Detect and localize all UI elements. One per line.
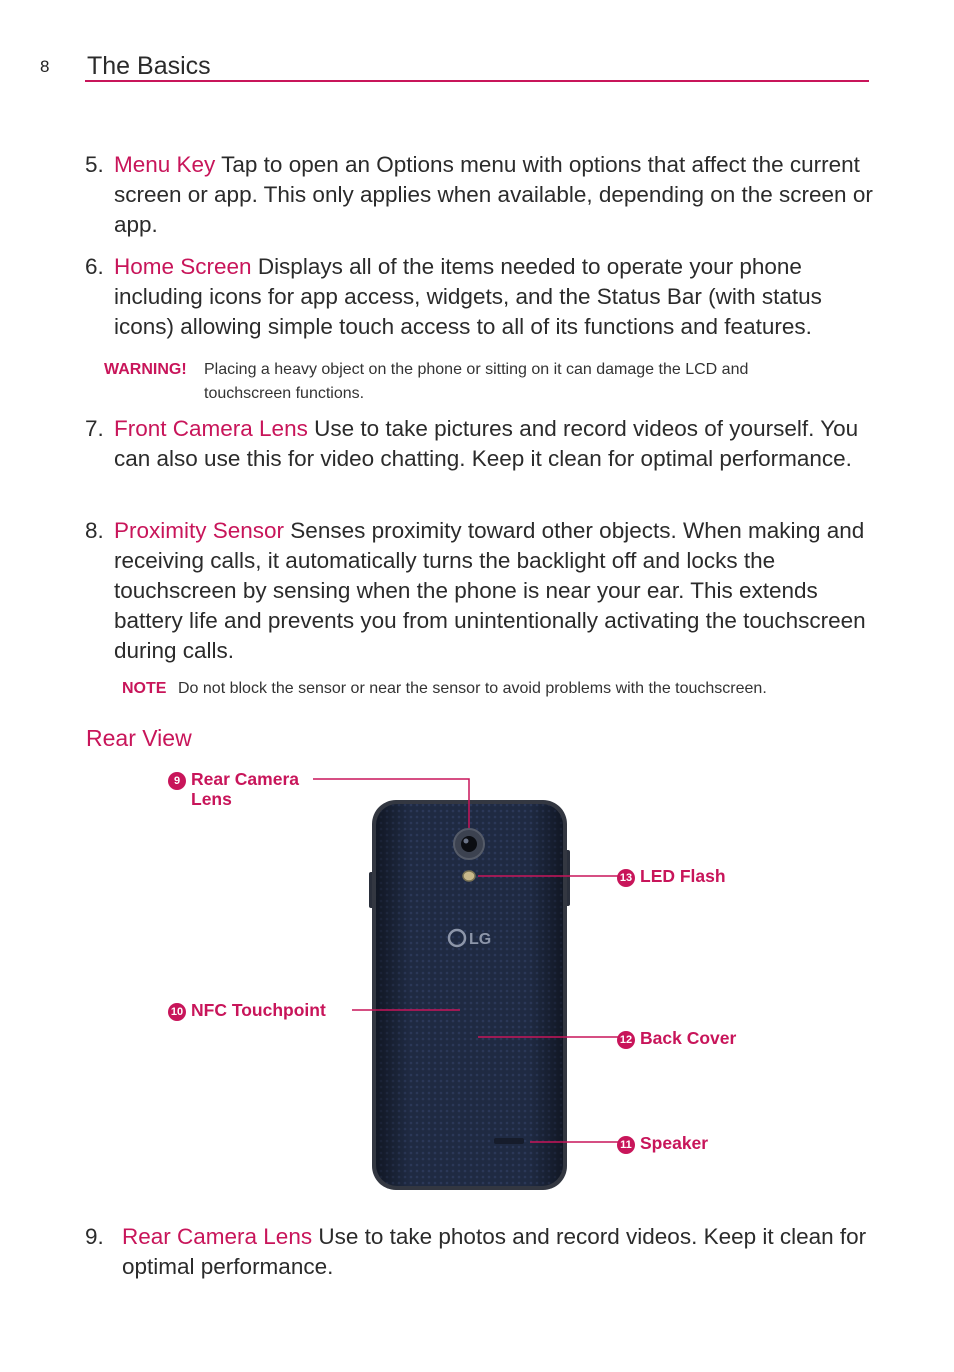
item-term: Menu Key	[114, 152, 216, 177]
badge-number: 13	[617, 869, 635, 887]
phone-rear-illustration	[0, 760, 954, 1200]
warning-label: WARNING!	[104, 361, 187, 378]
label-text: Back Cover	[640, 1028, 737, 1048]
item-number: 6.	[85, 254, 104, 279]
note-callout	[122, 677, 862, 701]
badge-number: 11	[617, 1136, 635, 1154]
item-term: Proximity Sensor	[114, 518, 285, 543]
item-text: Tap to open an Options menu with options that affect the current screen or app. This only applies when available, depending on the screen or app.	[114, 152, 873, 237]
item-number: 5.	[85, 152, 104, 177]
header-divider	[85, 80, 869, 82]
label-speaker	[617, 1133, 708, 1154]
label-text: LED Flash	[640, 866, 726, 886]
list-item-home-screen	[85, 252, 875, 342]
item-text: Use to take pictures and record videos of yourself. You can also use this for video chatting. Keep it clean for optimal performance.	[114, 416, 859, 471]
note-label: NOTE	[122, 680, 167, 697]
note-text: Do not block the sensor or near the sensor to avoid problems with the touchscreen.	[178, 680, 767, 697]
label-rear-camera-lens	[168, 769, 301, 809]
label-nfc-touchpoint	[168, 1000, 326, 1021]
speaker-grill	[494, 1138, 524, 1144]
warning-text: Placing a heavy object on the phone or sitting on it can damage the LCD and touchscreen functions.	[204, 361, 749, 402]
list-item-front-camera	[85, 414, 875, 474]
list-item-menu-key	[85, 150, 875, 240]
section-title: Rear View	[86, 725, 192, 751]
page-title: The Basics	[87, 52, 211, 80]
item-term: Home Screen	[114, 254, 252, 279]
page-number: 8	[40, 57, 50, 76]
item-term: Front Camera Lens	[114, 416, 308, 441]
label-text: NFC Touchpoint	[191, 1000, 326, 1020]
badge-number: 9	[168, 772, 186, 790]
list-item-proximity-sensor	[85, 516, 875, 666]
label-led-flash	[617, 866, 726, 887]
label-back-cover	[617, 1028, 736, 1049]
label-text: Rear Camera Lens	[191, 769, 299, 809]
led-flash	[463, 871, 475, 881]
item-term: Rear Camera Lens	[122, 1224, 313, 1249]
item-number: 8.	[85, 518, 104, 543]
phone-brand: LG	[469, 931, 492, 948]
list-item-rear-camera	[85, 1222, 875, 1282]
item-text: Displays all of the items needed to operate your phone including icons for app access, widgets, and the Status Bar (with status icons) allowing simple touch access to all of its functions and features.	[114, 254, 822, 339]
item-text: Senses proximity toward other objects. When making and receiving calls, it automatically turns the backlight off and locks the touchscreen by sensing when the phone is near your ear. This extends battery life and prevents you from unintentionally activating the touchscreen during calls.	[114, 518, 866, 663]
item-number: 9.	[85, 1224, 104, 1249]
badge-number: 12	[617, 1031, 635, 1049]
badge-number: 10	[168, 1003, 186, 1021]
rear-view-figure	[0, 760, 954, 1200]
warning-callout	[104, 358, 824, 406]
label-text: Speaker	[640, 1133, 709, 1153]
item-text: Use to take photos and record videos. Keep it clean for optimal performance.	[122, 1224, 867, 1279]
item-number: 7.	[85, 416, 104, 441]
